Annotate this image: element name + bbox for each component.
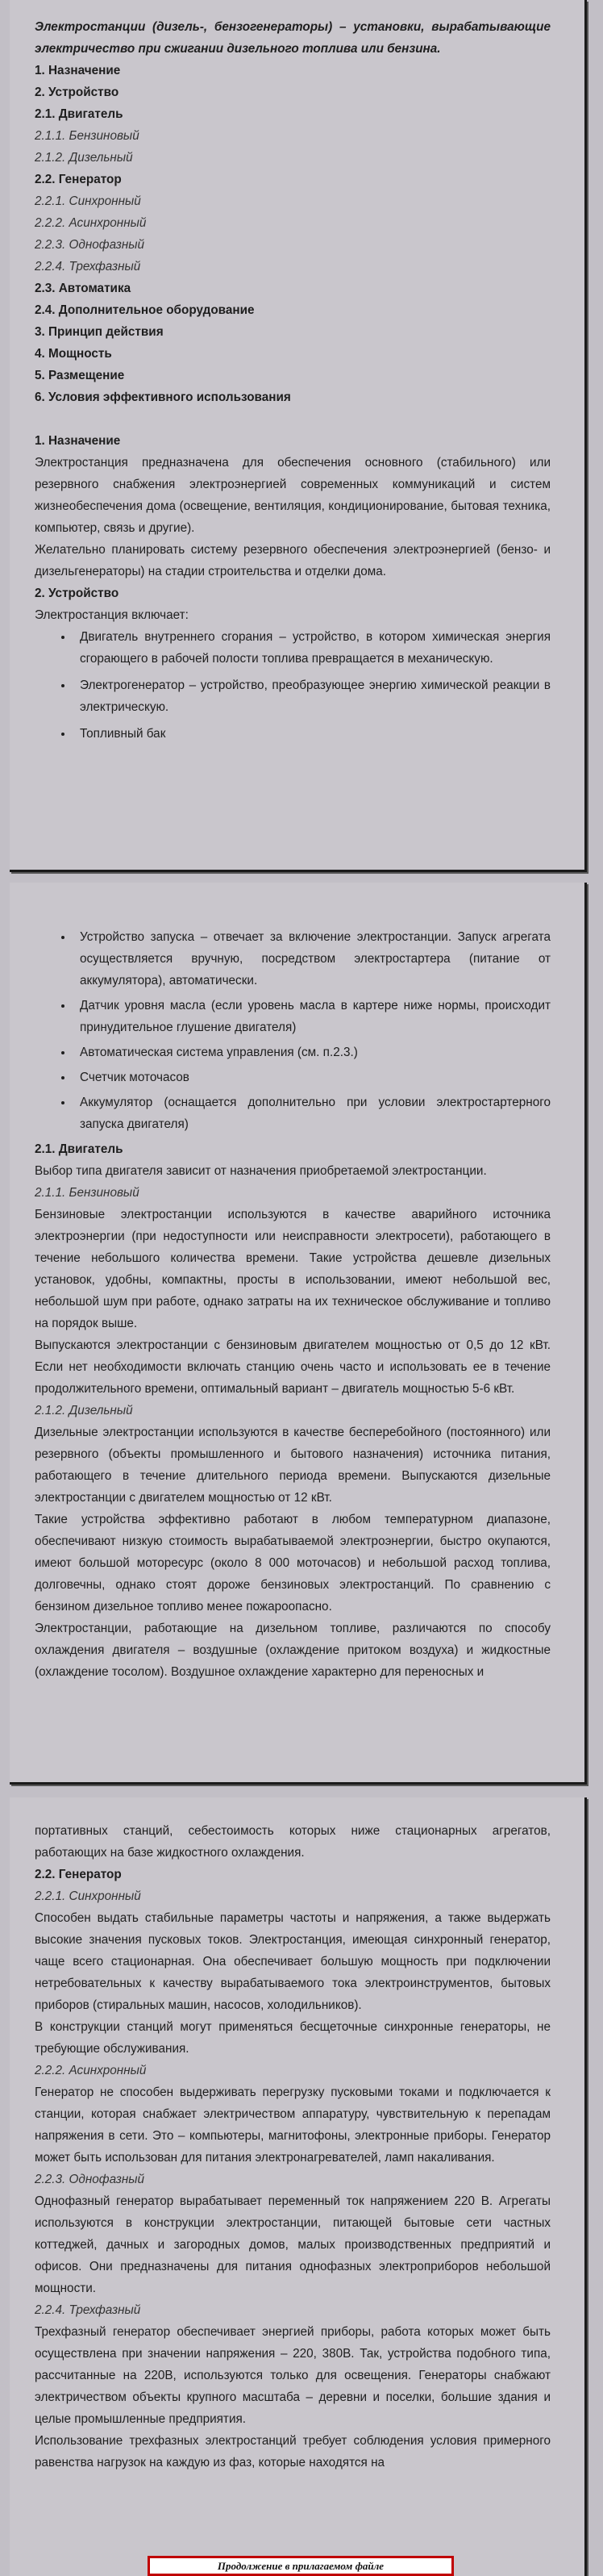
toc-item: 2.2.1. Синхронный	[35, 194, 141, 208]
subsection-heading: 2.1.2. Дизельный	[35, 1404, 133, 1417]
toc-item: 1. Назначение	[35, 64, 121, 77]
paragraph: Трехфазный генератор обеспечивает энергией приборы, работа которых может быть осуществлена при значении напряжения – 220, 380В. Так, устройства подобного типа, рассчитанные на 220В, используются только для освещения. Генераторы снабжают электричеством объекты крупного масштаба – деревни и поселки, большие здания и целые промышленные предприятия.	[35, 2325, 551, 2426]
document-page-1	[10, 0, 587, 872]
list-item: • Двигатель внутреннего сгорания – устройство, в котором химическая энергия сгорающего в рабочей полости топлива превращается в механическую.	[73, 626, 551, 670]
toc-item: 2.1.2. Дизельный	[35, 151, 133, 165]
toc-item: 2.2.2. Асинхронный	[35, 216, 147, 230]
paragraph: Дизельные электростанции используются в качестве бесперебойного (постоянного) или резервного (объекты промышленного и бытового назначения) источника питания, работающего в течение длительного периода времени. Выпускаются дизельные электростанции с двигателем мощностью от 12 кВт.	[35, 1426, 551, 1505]
component-list	[35, 626, 551, 745]
document-page-2	[10, 883, 587, 1785]
paragraph: Однофазный генератор вырабатывает переменный ток напряжением 220 В. Агрегаты используются в конструкции электростанции, питающей бытовые сети частных коттеджей, дачных и загородных домов, малых производственных предприятий и офисов. Они предназначены для питания однофазных электроприборов небольшой мощности.	[35, 2194, 551, 2295]
paragraph: Электростанции, работающие на дизельном топливе, различаются по способу охлаждения двигателя – воздушные (охлаждение притоком воздуха) и жидкостные (охлаждение тосолом). Воздушное охлаждение характерно для переносных и	[35, 1622, 551, 1679]
paragraph: Такие устройства эффективно работают в любом температурном диапазоне, обеспечивают низкую стоимость вырабатываемой электроэнергии, быстро окупаются, имеют большой моторесурс (около 8 000 моточасов) и небольшой расход топлива, долговечны, однако стоят дороже бензиновых электростанций. По сравнению с бензином дизельное топливо менее пожароопасно.	[35, 1513, 551, 1614]
section-heading: 2. Устройство	[35, 587, 119, 600]
subsection-heading: 2.2.3. Однофазный	[35, 2173, 145, 2186]
paragraph: Генератор не способен выдерживать перегрузку пусковыми токами и подключается к станции, которая снабжает электричеством аппаратуру, чувствительную к перепадам напряжения в сети. Это – компьютеры, магнитофоны, электронные приборы. Генератор может быть использован для питания электронагревателей, ламп накаливания.	[35, 2085, 551, 2165]
toc-item: 4. Мощность	[35, 347, 112, 361]
section-heading: 1. Назначение	[35, 434, 121, 448]
toc-item: 2.3. Автоматика	[35, 282, 131, 295]
toc-item: 2. Устройство	[35, 86, 119, 99]
paragraph: Электростанция предназначена для обеспечения основного (стабильного) или резервного снабжения электроэнергией современных коммуникаций и систем жизнеобеспечения дома (освещение, вентиляция, кондиционирование, бытовая техника, компьютер, связь и другие).	[35, 456, 551, 535]
toc-item: 5. Размещение	[35, 369, 125, 382]
toc-item: 2.4. Дополнительное оборудование	[35, 303, 255, 317]
paragraph: Использование трехфазных электростанций требует соблюдения условия примерного равенства нагрузок на каждую из фаз, которые находятся на	[35, 2434, 551, 2470]
paragraph: портативных станций, себестоимость которых ниже стационарных агрегатов, работающих на базе жидкостного охлаждения.	[35, 1824, 551, 1860]
paragraph: В конструкции станций могут применяться бесщеточные синхронные генераторы, не требующие обслуживания.	[35, 2020, 551, 2056]
toc-item: 2.1.1. Бензиновый	[35, 129, 139, 143]
page-2-content	[35, 926, 551, 1683]
paragraph: Электростанция включает:	[35, 608, 189, 622]
paragraph: Способен выдать стабильные параметры частоты и напряжения, а также выдержать высокие значения пусковых токов. Электростанция, имеющая синхронный генератор, чаще всего стационарная. Она обеспечивает большую мощность при подключении нетребовательных к качеству вырабатываемого тока электроинструментов, бытовых приборов (стиральных машин, насосов, холодильников).	[35, 1911, 551, 2012]
paragraph: Бензиновые электростанции используются в качестве аварийного источника электроэнергии (при недоступности или неисправности электросети), работающего в течение небольшого количества времени. Такие устройства дешевле дизельных установок, удобны, компактны, просты в использовании, имеют небольшой вес, небольшой шум при работе, однако затраты на их техническое обслуживание и топливо на порядок выше.	[35, 1208, 551, 1330]
subsection-heading: 2.2.2. Асинхронный	[35, 2064, 147, 2077]
list-item: • Счетчик моточасов	[73, 1067, 551, 1088]
list-item: • Топливный бак	[73, 723, 551, 745]
component-list-continued	[35, 926, 551, 1135]
page-1-content	[35, 16, 551, 749]
toc-item: 6. Условия эффективного использования	[35, 390, 291, 404]
subsection-heading: 2.2.4. Трехфазный	[35, 2303, 141, 2317]
toc-item: 2.2.4. Трехфазный	[35, 260, 141, 273]
toc-item: 2.2.3. Однофазный	[35, 238, 145, 252]
toc-item: 2.1. Двигатель	[35, 107, 123, 121]
subsection-heading: 2.1.1. Бензиновый	[35, 1186, 139, 1200]
section-heading: 2.1. Двигатель	[35, 1142, 123, 1156]
intro-paragraph: Электростанции (дизель-, бензогенераторы) – установки, вырабатывающие электричество при сжигании дизельного топлива или бензина.	[35, 20, 551, 56]
paragraph: Желательно планировать систему резервного обеспечения электроэнергией (бензо- и дизельгенераторы) на стадии строительства и отделки дома.	[35, 543, 551, 578]
toc-item: 3. Принцип действия	[35, 325, 164, 339]
list-item: • Аккумулятор (оснащается дополнительно при условии электростартерного запуска двигателя)	[73, 1092, 551, 1135]
table-of-contents	[35, 60, 551, 408]
continuation-banner[interactable]: Продолжение в прилагаемом файле	[148, 2556, 454, 2576]
list-item: • Электрогенератор – устройство, преобразующее энергию химической реакции в электрическую.	[73, 674, 551, 718]
page-3-content	[35, 1820, 551, 2474]
toc-item: 2.2. Генератор	[35, 173, 122, 186]
list-item: • Устройство запуска – отвечает за включение электростанции. Запуск агрегата осуществляется вручную, посредством электростартера (питание от аккумулятора), автоматически.	[73, 926, 551, 992]
section-heading: 2.2. Генератор	[35, 1868, 122, 1881]
document-page-3	[10, 1797, 587, 2576]
list-item: • Датчик уровня масла (если уровень масла в картере ниже нормы, происходит принудительное глушение двигателя)	[73, 995, 551, 1038]
paragraph: Выпускаются электростанции с бензиновым двигателем мощностью от 0,5 до 12 кВт. Если нет необходимости включать станцию очень часто и использовать ее в течение продолжительного времени, оптимальный вариант – двигатель мощностью 5-6 кВт.	[35, 1338, 551, 1396]
subsection-heading: 2.2.1. Синхронный	[35, 1889, 141, 1903]
paragraph: Выбор типа двигателя зависит от назначения приобретаемой электростанции.	[35, 1164, 487, 1178]
list-item: • Автоматическая система управления (см. п.2.3.)	[73, 1042, 551, 1063]
